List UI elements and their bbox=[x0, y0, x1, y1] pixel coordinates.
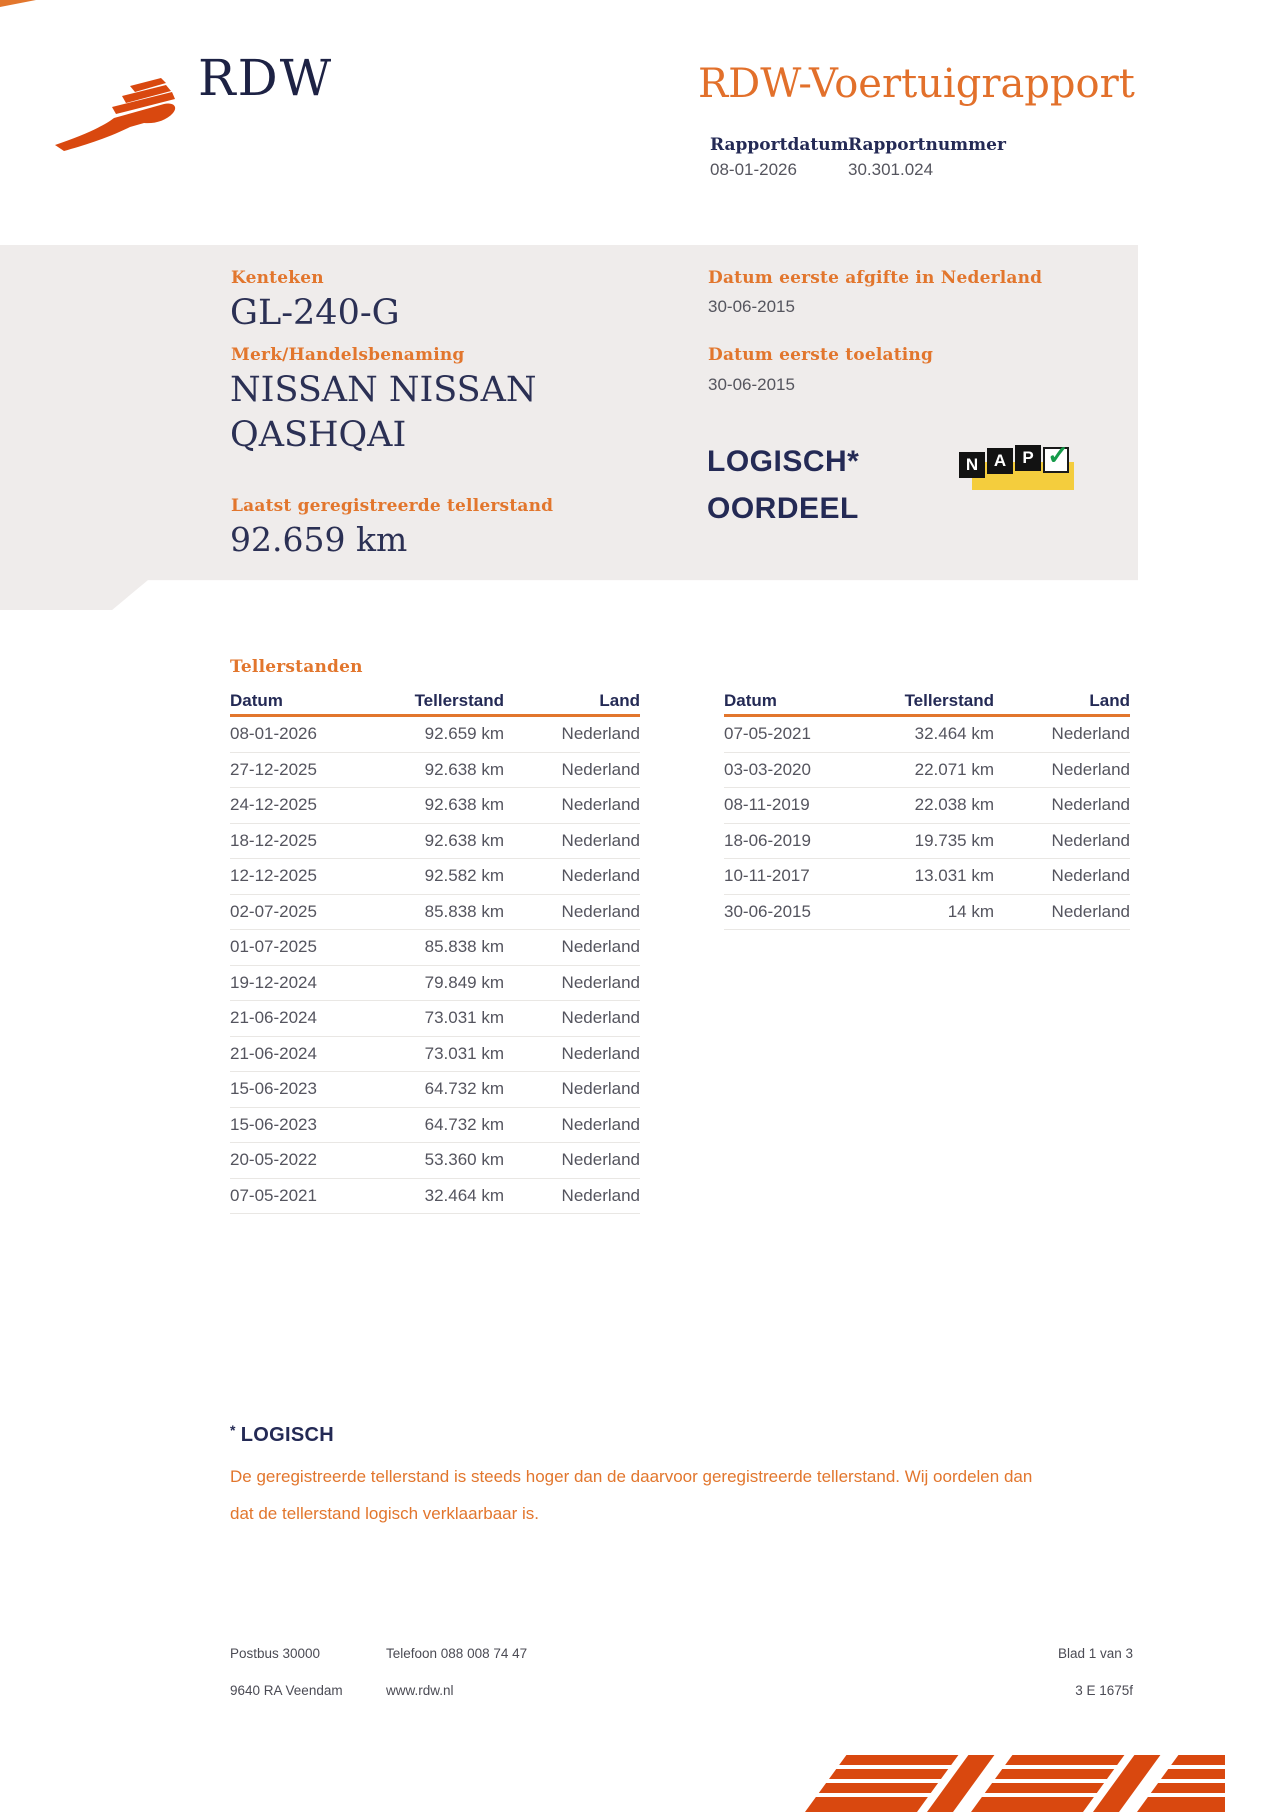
cell-tellerstand: 73.031 km bbox=[424, 1008, 504, 1028]
nap-letter-n bbox=[959, 452, 985, 478]
table-body bbox=[724, 717, 1130, 930]
nap-checkbox bbox=[1043, 440, 1069, 473]
table-row bbox=[230, 859, 640, 895]
report-number-value: 30.301.024 bbox=[848, 160, 934, 179]
cell-tellerstand: 64.732 km bbox=[424, 1079, 504, 1099]
table-row bbox=[724, 717, 1130, 753]
oordeel-line1: LOGISCH* bbox=[707, 445, 860, 478]
cell-datum: 01-07-2025 bbox=[230, 937, 317, 957]
nap-letter: P bbox=[1022, 448, 1034, 467]
table-row bbox=[230, 824, 640, 860]
nap-letter-p bbox=[1015, 445, 1041, 471]
table-row bbox=[230, 966, 640, 1002]
column-header-tellerstand: Tellerstand bbox=[904, 691, 994, 710]
cell-land: Nederland bbox=[561, 901, 640, 921]
cell-tellerstand: 92.582 km bbox=[424, 866, 504, 886]
cell-land: Nederland bbox=[1051, 866, 1130, 886]
cell-land: Nederland bbox=[561, 1185, 640, 1205]
footer-phone: Telefoon 088 008 74 47 bbox=[386, 1646, 528, 1661]
cell-datum: 08-11-2019 bbox=[724, 795, 810, 815]
table-body bbox=[230, 717, 640, 1214]
table-row bbox=[230, 788, 640, 824]
report-date-label: Rapportdatum bbox=[710, 135, 849, 155]
kenteken-label: Kenteken bbox=[231, 268, 324, 288]
cell-land: Nederland bbox=[1051, 830, 1130, 850]
cell-datum: 20-05-2022 bbox=[230, 1150, 317, 1170]
cell-datum: 18-12-2025 bbox=[230, 830, 317, 850]
oordeel-line2: OORDEEL bbox=[707, 492, 859, 525]
cell-datum: 07-05-2021 bbox=[724, 724, 811, 744]
table-row bbox=[724, 859, 1130, 895]
stripes-group bbox=[775, 1753, 1225, 1812]
cell-tellerstand: 85.838 km bbox=[424, 901, 504, 921]
table-row bbox=[724, 824, 1130, 860]
cell-datum: 07-05-2021 bbox=[230, 1185, 317, 1205]
footer-website: www.rdw.nl bbox=[386, 1683, 454, 1698]
cell-land: Nederland bbox=[561, 1079, 640, 1099]
report-number-label: Rapportnummer bbox=[848, 135, 1006, 155]
rdw-wordmark: RDW bbox=[198, 49, 334, 107]
column-header-datum: Datum bbox=[724, 691, 777, 710]
cell-datum: 18-06-2019 bbox=[724, 830, 811, 850]
table-row bbox=[230, 1179, 640, 1215]
column-header-land: Land bbox=[599, 691, 640, 710]
cell-tellerstand: 22.071 km bbox=[914, 759, 994, 779]
cell-datum: 08-01-2026 bbox=[230, 724, 317, 744]
cell-land: Nederland bbox=[561, 937, 640, 957]
cell-datum: 21-06-2024 bbox=[230, 1008, 317, 1028]
cell-land: Nederland bbox=[561, 830, 640, 850]
table-row bbox=[230, 1108, 640, 1144]
cell-land: Nederland bbox=[561, 759, 640, 779]
footer-address-line1: Postbus 30000 bbox=[230, 1646, 321, 1661]
cell-tellerstand: 73.031 km bbox=[424, 1043, 504, 1063]
table-row bbox=[230, 753, 640, 789]
column-header-land: Land bbox=[1089, 691, 1130, 710]
footnote-text-line1: De geregistreerde tellerstand is steeds hoger dan de daarvoor geregistreerde tellerstand. Wij oordelen dan bbox=[230, 1467, 1033, 1486]
cell-land: Nederland bbox=[561, 1043, 640, 1063]
cell-tellerstand: 13.031 km bbox=[914, 866, 994, 886]
merk-value: NISSAN NISSAN QASHQAI bbox=[230, 370, 537, 455]
cell-tellerstand: 53.360 km bbox=[424, 1150, 504, 1170]
rdw-wing-icon bbox=[52, 76, 182, 156]
tellerstanden-table-left bbox=[230, 686, 640, 1214]
laatste-tellerstand-value: 92.659 km bbox=[230, 520, 408, 559]
cell-tellerstand: 79.849 km bbox=[424, 972, 504, 992]
cell-land: Nederland bbox=[561, 1114, 640, 1134]
cell-tellerstand: 85.838 km bbox=[424, 937, 504, 957]
nap-letter: A bbox=[993, 451, 1007, 470]
laatste-tellerstand-label: Laatst geregistreerde tellerstand bbox=[231, 496, 554, 516]
cell-land: Nederland bbox=[561, 724, 640, 744]
cell-datum: 12-12-2025 bbox=[230, 866, 317, 886]
footnote-heading bbox=[230, 1422, 334, 1447]
nap-letter-a bbox=[987, 448, 1013, 474]
cell-land: Nederland bbox=[1051, 901, 1130, 921]
cell-datum: 30-06-2015 bbox=[724, 901, 811, 921]
eerste-toelating-label: Datum eerste toelating bbox=[708, 345, 934, 365]
footnote-text-line2: dat de tellerstand logisch verklaarbaar is. bbox=[230, 1504, 539, 1523]
column-header-tellerstand: Tellerstand bbox=[414, 691, 504, 710]
eerste-toelating-value: 30-06-2015 bbox=[708, 375, 795, 394]
table-row bbox=[230, 895, 640, 931]
footnote-asterisk: * bbox=[230, 1422, 236, 1438]
table-header-row bbox=[724, 686, 1130, 717]
cell-tellerstand: 92.638 km bbox=[424, 830, 504, 850]
report-title: RDW-Voertuigrapport bbox=[698, 61, 1135, 107]
eerste-afgifte-value: 30-06-2015 bbox=[708, 297, 795, 316]
cell-datum: 19-12-2024 bbox=[230, 972, 317, 992]
cell-land: Nederland bbox=[561, 866, 640, 886]
top-left-decoration bbox=[0, 0, 36, 7]
table-row bbox=[230, 1037, 640, 1073]
table-row bbox=[724, 895, 1130, 931]
table-header-row bbox=[230, 686, 640, 717]
cell-tellerstand: 32.464 km bbox=[914, 724, 994, 744]
cell-datum: 02-07-2025 bbox=[230, 901, 317, 921]
cell-datum: 03-03-2020 bbox=[724, 759, 811, 779]
footer-address-line2: 9640 RA Veendam bbox=[230, 1683, 343, 1698]
cell-tellerstand: 14 km bbox=[947, 901, 994, 921]
cell-tellerstand: 92.659 km bbox=[424, 724, 504, 744]
cell-datum: 10-11-2017 bbox=[724, 866, 810, 886]
cell-land: Nederland bbox=[561, 972, 640, 992]
report-date-value: 08-01-2026 bbox=[710, 160, 797, 179]
table-row bbox=[724, 753, 1130, 789]
rdw-stripes-logo bbox=[775, 1753, 1225, 1812]
tellerstanden-table-right bbox=[724, 686, 1130, 930]
cell-land: Nederland bbox=[1051, 759, 1130, 779]
cell-tellerstand: 19.735 km bbox=[914, 830, 994, 850]
cell-datum: 24-12-2025 bbox=[230, 795, 317, 815]
cell-land: Nederland bbox=[561, 795, 640, 815]
cell-datum: 27-12-2025 bbox=[230, 759, 317, 779]
table-row bbox=[230, 1001, 640, 1037]
cell-land: Nederland bbox=[561, 1150, 640, 1170]
table-row bbox=[724, 788, 1130, 824]
nap-logo bbox=[959, 440, 1079, 495]
cell-tellerstand: 64.732 km bbox=[424, 1114, 504, 1134]
table-row bbox=[230, 1143, 640, 1179]
footer-doc-code: 3 E 1675f bbox=[1075, 1683, 1133, 1698]
eerste-afgifte-label: Datum eerste afgifte in Nederland bbox=[708, 268, 1043, 288]
tellerstanden-section-title: Tellerstanden bbox=[230, 657, 363, 677]
cell-tellerstand: 32.464 km bbox=[424, 1185, 504, 1205]
merk-label: Merk/Handelsbenaming bbox=[231, 345, 465, 365]
cell-tellerstand: 92.638 km bbox=[424, 795, 504, 815]
cell-land: Nederland bbox=[1051, 724, 1130, 744]
cell-datum: 21-06-2024 bbox=[230, 1043, 317, 1063]
table-row bbox=[230, 1072, 640, 1108]
cell-datum: 15-06-2023 bbox=[230, 1114, 317, 1134]
cell-land: Nederland bbox=[1051, 795, 1130, 815]
column-header-datum: Datum bbox=[230, 691, 283, 710]
cell-datum: 15-06-2023 bbox=[230, 1079, 317, 1099]
cell-land: Nederland bbox=[561, 1008, 640, 1028]
check-icon: ✓ bbox=[1047, 440, 1069, 470]
footnote-title-text: LOGISCH bbox=[240, 1424, 334, 1446]
nap-letter: N bbox=[965, 455, 979, 474]
table-row bbox=[230, 717, 640, 753]
cell-tellerstand: 22.038 km bbox=[914, 795, 994, 815]
kenteken-value: GL-240-G bbox=[230, 293, 400, 333]
table-row bbox=[230, 930, 640, 966]
footer-page-indicator: Blad 1 van 3 bbox=[1057, 1646, 1133, 1661]
cell-tellerstand: 92.638 km bbox=[424, 759, 504, 779]
